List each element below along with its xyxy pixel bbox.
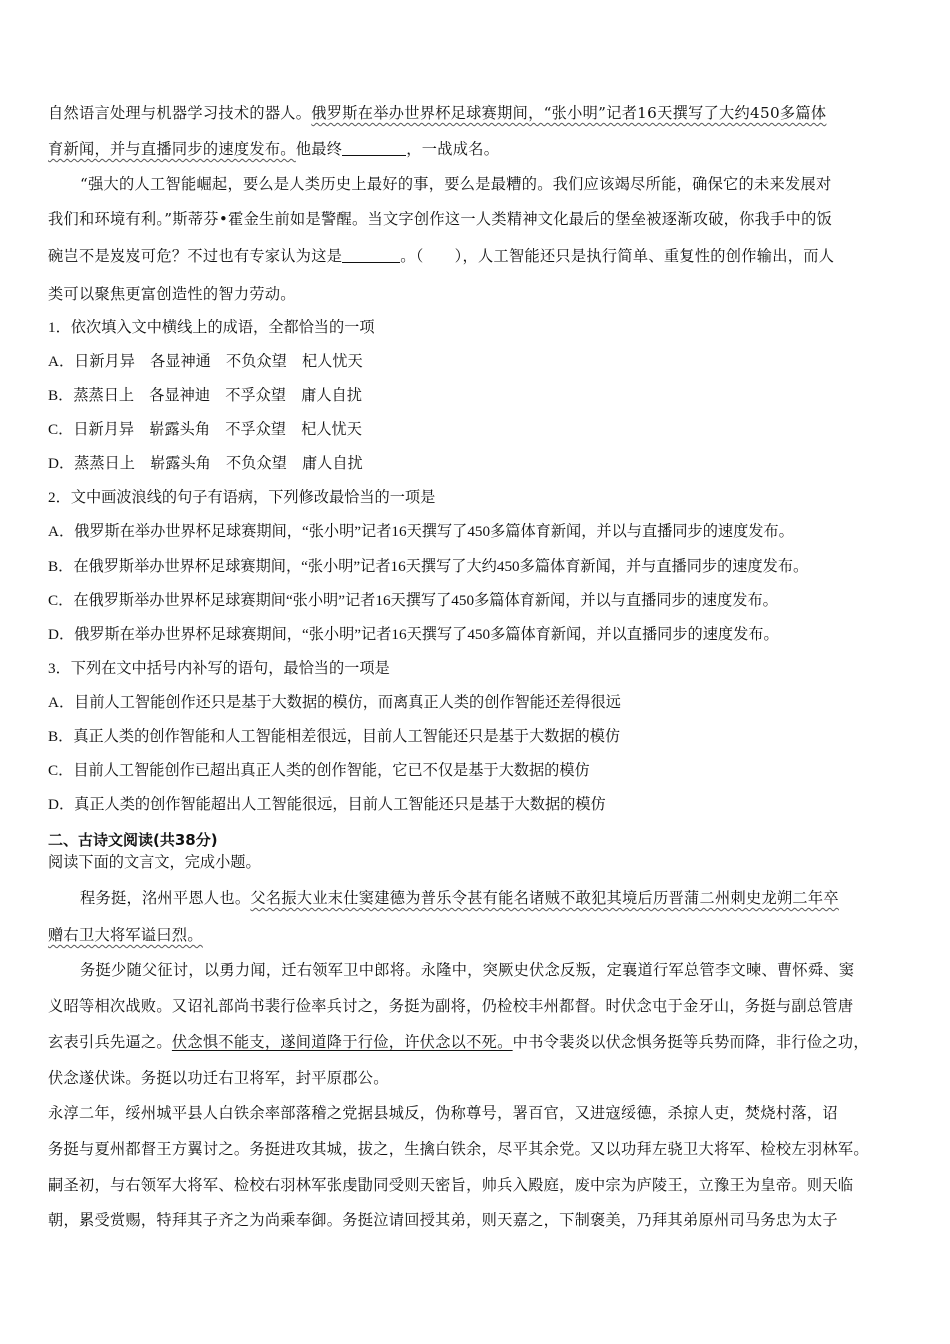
q3-option-c: C．目前人工智能创作已超出真正人类的创作智能，它已不仅是基于大数据的模仿 (48, 762, 590, 779)
classical-line (80, 888, 839, 908)
classical-text: 玄表引兵先逼之。 (48, 1033, 172, 1051)
fill-blank (342, 247, 400, 263)
question-3-stem: 3．下列在文中括号内补写的语句，最恰当的一项是 (48, 660, 390, 677)
section-heading: 二、古诗文阅读(共38分) (48, 831, 218, 849)
q3-option-a: A．目前人工智能创作还只是基于大数据的模仿，而离真正人类的创作智能还差得很远 (48, 694, 621, 711)
classical-line: 务挺与夏州都督王方翼讨之。务挺进攻其城，拔之，生擒白铁余，尽平其余党。又以功拜左骁卫大将军、检校左羽林军。 (48, 1140, 869, 1158)
classical-text: 中书令裴炎以伏念惧务挺等兵势而降，非行俭之功， (512, 1033, 869, 1051)
passage-line (48, 139, 499, 159)
classical-line: 义昭等相次战败。又诏礼部尚书裴行俭率兵讨之，务挺为副将，仍检校丰州都督。时伏念屯于金牙山，务挺与副总管唐 (48, 997, 854, 1015)
classical-line (48, 1032, 869, 1052)
underlined-sentence: 伏念惧不能支，遂间道降于行俭，许伏念以不死。 (171, 1033, 513, 1051)
passage-line: 我们和环境有利。”斯蒂芬•霍金生前如是警醒。当文字创作这一人类精神文化最后的堡垒被逐渐攻破，你我手中的饭 (48, 210, 833, 228)
q1-option-d: D．蒸蒸日上 崭露头角 不负众望 庸人自扰 (48, 455, 363, 472)
q3-option-d: D．真正人类的创作智能超出人工智能很远，目前人工智能还只是基于大数据的模仿 (48, 796, 606, 813)
passage-text: ，一战成名。 (406, 140, 500, 158)
passage-line (48, 103, 826, 123)
passage-text: 自然语言处理与机器学习技术的器人。 (48, 104, 312, 122)
q2-option-d: D．俄罗斯在举办世界杯足球赛期间，“张小明”记者16天撰写了450多篇体育新闻，并以直播同步的速度发布。 (48, 626, 779, 643)
passage-line: “强大的人工智能崛起，要么是人类历史上最好的事，要么是最糟的。我们应该竭尽所能，确保它的未来发展对 (80, 175, 832, 193)
classical-line (48, 925, 203, 945)
classical-line: 嗣圣初，与右领军大将军、检校右羽林军张虔勖同受则天密旨，帅兵入殿庭，废中宗为庐陵王，立豫王为皇帝。则天临 (48, 1176, 854, 1194)
q2-option-b: B．在俄罗斯举办世界杯足球赛期间，“张小明”记者16天撰写了大约450多篇体育新闻，并与直播同步的速度发布。 (48, 558, 809, 575)
classical-text: 程务挺，洺州平恩人也。 (80, 889, 251, 907)
wavy-underlined-sentence: 赠右卫大将军谥曰烈。 (48, 926, 203, 944)
wavy-underlined-sentence: 父名振大业末仕窦建德为普乐令甚有能名诸贼不敢犯其境后历晋蒲二州刺史龙朔二年卒 (250, 889, 839, 907)
q2-option-c: C．在俄罗斯举办世界杯足球赛期间“张小明”记者16天撰写了450多篇体育新闻，并以与直播同步的速度发布。 (48, 592, 778, 609)
q1-option-b: B．蒸蒸日上 各显神迪 不孚众望 庸人自扰 (48, 387, 362, 404)
question-1-stem: 1．依次填入文中横线上的成语，全都恰当的一项 (48, 319, 375, 336)
wavy-underlined-sentence: 俄罗斯在举办世界杯足球赛期间，“张小明”记者16天撰写了大约450多篇体 (311, 104, 827, 122)
q1-option-a: A．日新月异 各显神通 不负众望 杞人忧天 (48, 353, 363, 370)
classical-line: 伏念遂伏诛。务挺以功迁右卫将军，封平原郡公。 (48, 1069, 389, 1087)
classical-line: 永淳二年，绥州城平县人白铁余率部落稽之党据县城反，伪称尊号，署百官，又进寇绥德，杀掠人吏，焚烧村落，诏 (48, 1104, 838, 1122)
q1-option-c: C．日新月异 崭露头角 不孚众望 杞人忧天 (48, 421, 362, 438)
passage-text: 碗岂不是岌岌可危？不过也有专家认为这是 (48, 247, 343, 265)
passage-line: 类可以聚焦更富创造性的智力劳动。 (48, 285, 296, 303)
question-2-stem: 2．文中画波浪线的句子有语病，下列修改最恰当的一项是 (48, 489, 436, 506)
q2-option-a: A．俄罗斯在举办世界杯足球赛期间，“张小明”记者16天撰写了450多篇体育新闻，并以与直播同步的速度发布。 (48, 523, 794, 540)
classical-line: 朝，累受赏赐，特拜其子齐之为尚乘奉御。务挺泣请回授其弟，则天嘉之，下制褒美，乃拜其弟原州司马务忠为太子 (48, 1211, 838, 1229)
fill-blank (342, 140, 406, 156)
classical-line: 务挺少随父征讨，以勇力闻，迁右领军卫中郎将。永隆中，突厥史伏念反叛，定襄道行军总管李文暕、曹怀舜、窦 (80, 961, 855, 979)
q3-option-b: B．真正人类的创作智能和人工智能相差很远，目前人工智能还只是基于大数据的模仿 (48, 728, 621, 745)
wavy-underlined-sentence: 育新闻，并与直播同步的速度发布。 (48, 140, 296, 158)
section-instruction: 阅读下面的文言文，完成小题。 (48, 854, 261, 871)
passage-line (48, 246, 834, 266)
passage-text: 。（ ），人工智能还只是执行简单、重复性的创作输出，而人 (400, 247, 835, 265)
passage-text: 他最终 (295, 140, 343, 158)
